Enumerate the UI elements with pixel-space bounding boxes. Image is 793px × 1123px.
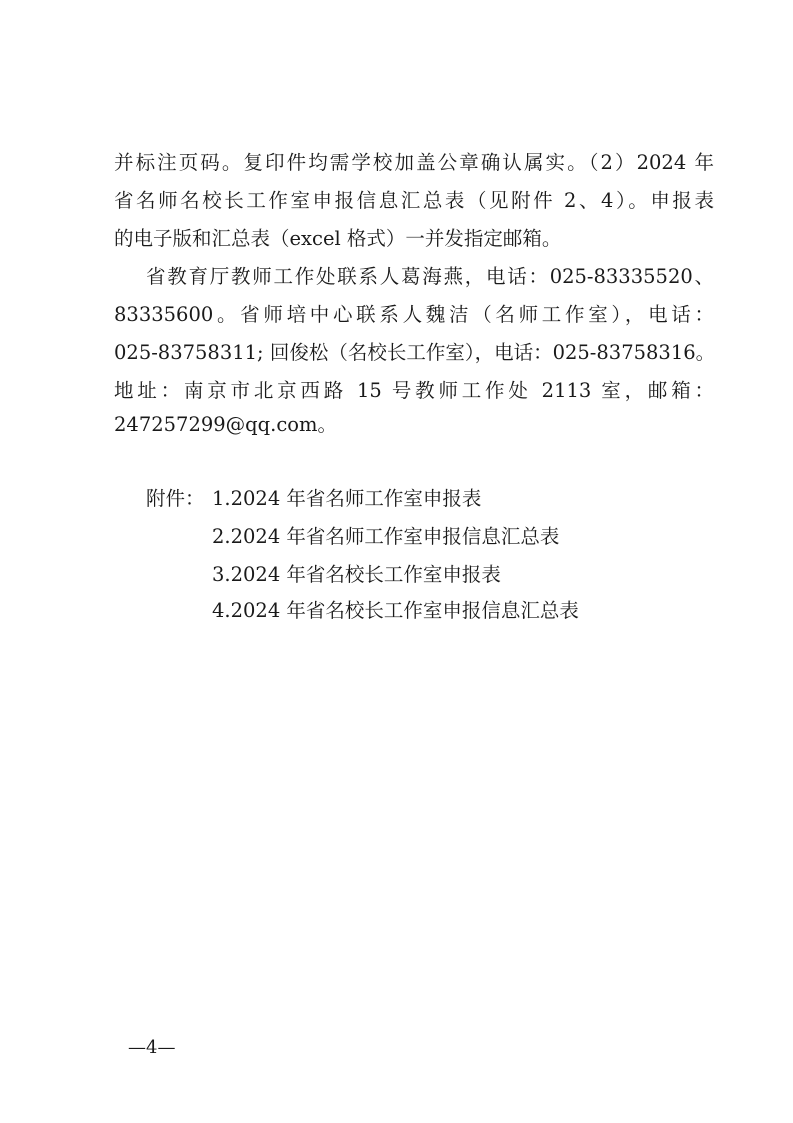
attachment-item-4: 4.2024 年省名校长工作室申报信息汇总表 xyxy=(212,599,579,622)
attachments-label: 附件： xyxy=(146,487,205,510)
attachment-item-2: 2.2024 年省名师工作室申报信息汇总表 xyxy=(212,525,560,548)
page-number: —4— xyxy=(128,1037,176,1058)
body-line-2: 省名师名校长工作室申报信息汇总表（见附件 2、4）。申报表 xyxy=(114,189,714,212)
body-line-3: 的电子版和汇总表（excel 格式）一并发指定邮箱。 xyxy=(114,227,562,250)
body-line-4: 省教育厅教师工作处联系人葛海燕，电话：025-83335520、 xyxy=(146,265,714,288)
body-line-8: 247257299@qq.com。 xyxy=(114,413,337,436)
body-line-1: 并标注页码。复印件均需学校加盖公章确认属实。（2）2024 年 xyxy=(114,151,714,174)
body-line-7: 地址：南京市北京西路 15 号教师工作处 2113 室，邮箱： xyxy=(114,379,714,402)
attachment-item-3: 3.2024 年省名校长工作室申报表 xyxy=(212,563,501,586)
attachment-item-1: 1.2024 年省名师工作室申报表 xyxy=(212,487,482,510)
body-line-5: 83335600。省师培中心联系人魏洁（名师工作室），电话： xyxy=(114,303,714,326)
body-line-6: 025-83758311; 回俊松（名校长工作室），电话：025-83758316。 xyxy=(114,341,716,364)
